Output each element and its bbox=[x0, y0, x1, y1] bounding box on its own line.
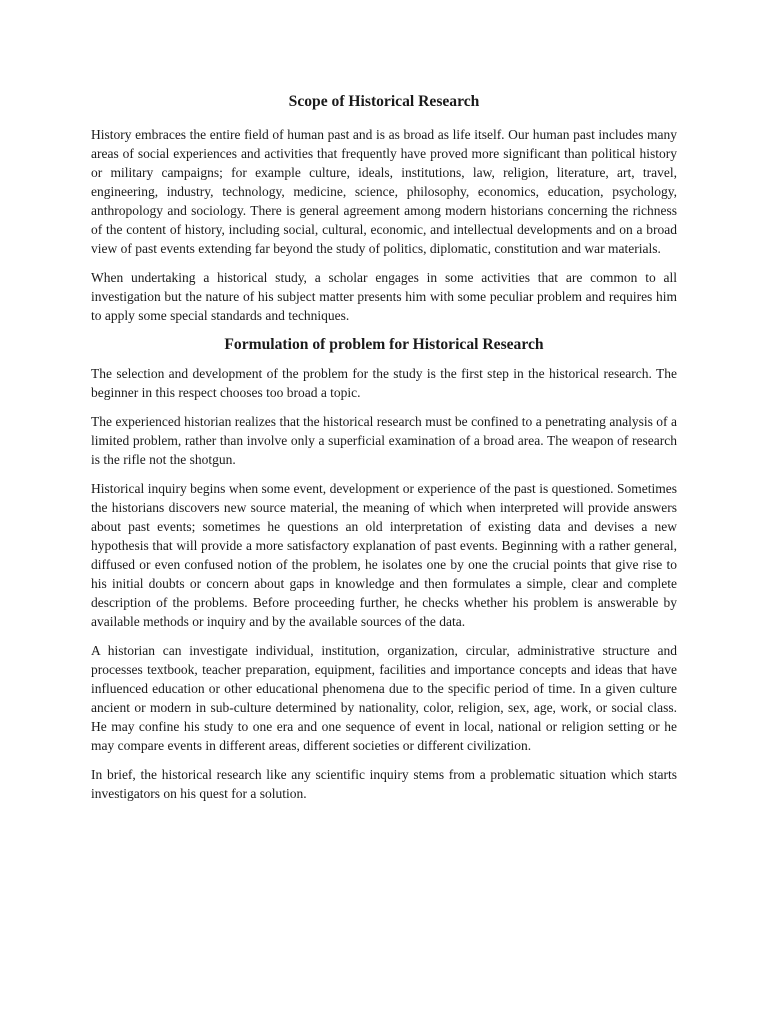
paragraph: A historian can investigate individual, institution, organization, circular, administrative structure and processes textbook, teacher preparation, equipment, facilities and importance concepts and ideas that have influenced education or other educational phenomena due to the specific period of time. In a given culture ancient or modern in sub-culture determined by nationality, color, religion, sex, age, work, or social class. He may confine his study to one era and one sequence of event in local, national or religion setting or he may compare events in different areas, different societies or different civilization. bbox=[91, 643, 677, 753]
paragraph: History embraces the entire field of human past and is as broad as life itself. Our human past includes many areas of social experiences and activities that frequently have proved more significant than political history or military campaigns; for example culture, ideals, institutions, law, religion, literature, art, travel, engineering, industry, technology, medicine, science, philosophy, economics, education, psychology, anthropology and sociology. There is general agreement among modern historians concerning the richness of the content of history, including social, cultural, economic, and intellectual developments and on a broad view of past events extending far beyond the study of politics, diplomatic, constitution and war materials. bbox=[91, 127, 677, 256]
paragraph: The experienced historian realizes that the historical research must be confined to a penetrating analysis of a limited problem, rather than involve only a superficial examination of a broad area. The weapon of research is the rifle not the shotgun. bbox=[91, 414, 677, 467]
paragraph: Historical inquiry begins when some event, development or experience of the past is questioned. Sometimes the historians discovers new source material, the meaning of which when interpreted will provide answers about past events; sometimes he questions an old interpretation of existing data and devises a new hypothesis that will provide a more satisfactory explanation of past events. Beginning with a rather general, diffused or even confused notion of the problem, he isolates one by one the crucial points that give rise to his initial doubts or concern about gaps in knowledge and then formulates a simple, clear and complete description of the problems. Before proceeding further, he checks whether his problem is answerable by available methods or inquiry and by the available sources of the data. bbox=[91, 481, 677, 629]
section-heading-formulation: Formulation of problem for Historical Research bbox=[224, 336, 544, 353]
document-page bbox=[91, 92, 677, 813]
paragraph: When undertaking a historical study, a scholar engages in some activities that are common to all investigation but the nature of his subject matter presents him with some peculiar problem and requires him to apply some special standards and techniques. bbox=[91, 270, 677, 323]
section-heading-scope: Scope of Historical Research bbox=[288, 93, 480, 110]
paragraph: In brief, the historical research like any scientific inquiry stems from a problematic situation which starts investigators on his quest for a solution. bbox=[91, 767, 677, 801]
paragraph: The selection and development of the problem for the study is the first step in the historical research. The beginner in this respect chooses too broad a topic. bbox=[91, 366, 677, 400]
